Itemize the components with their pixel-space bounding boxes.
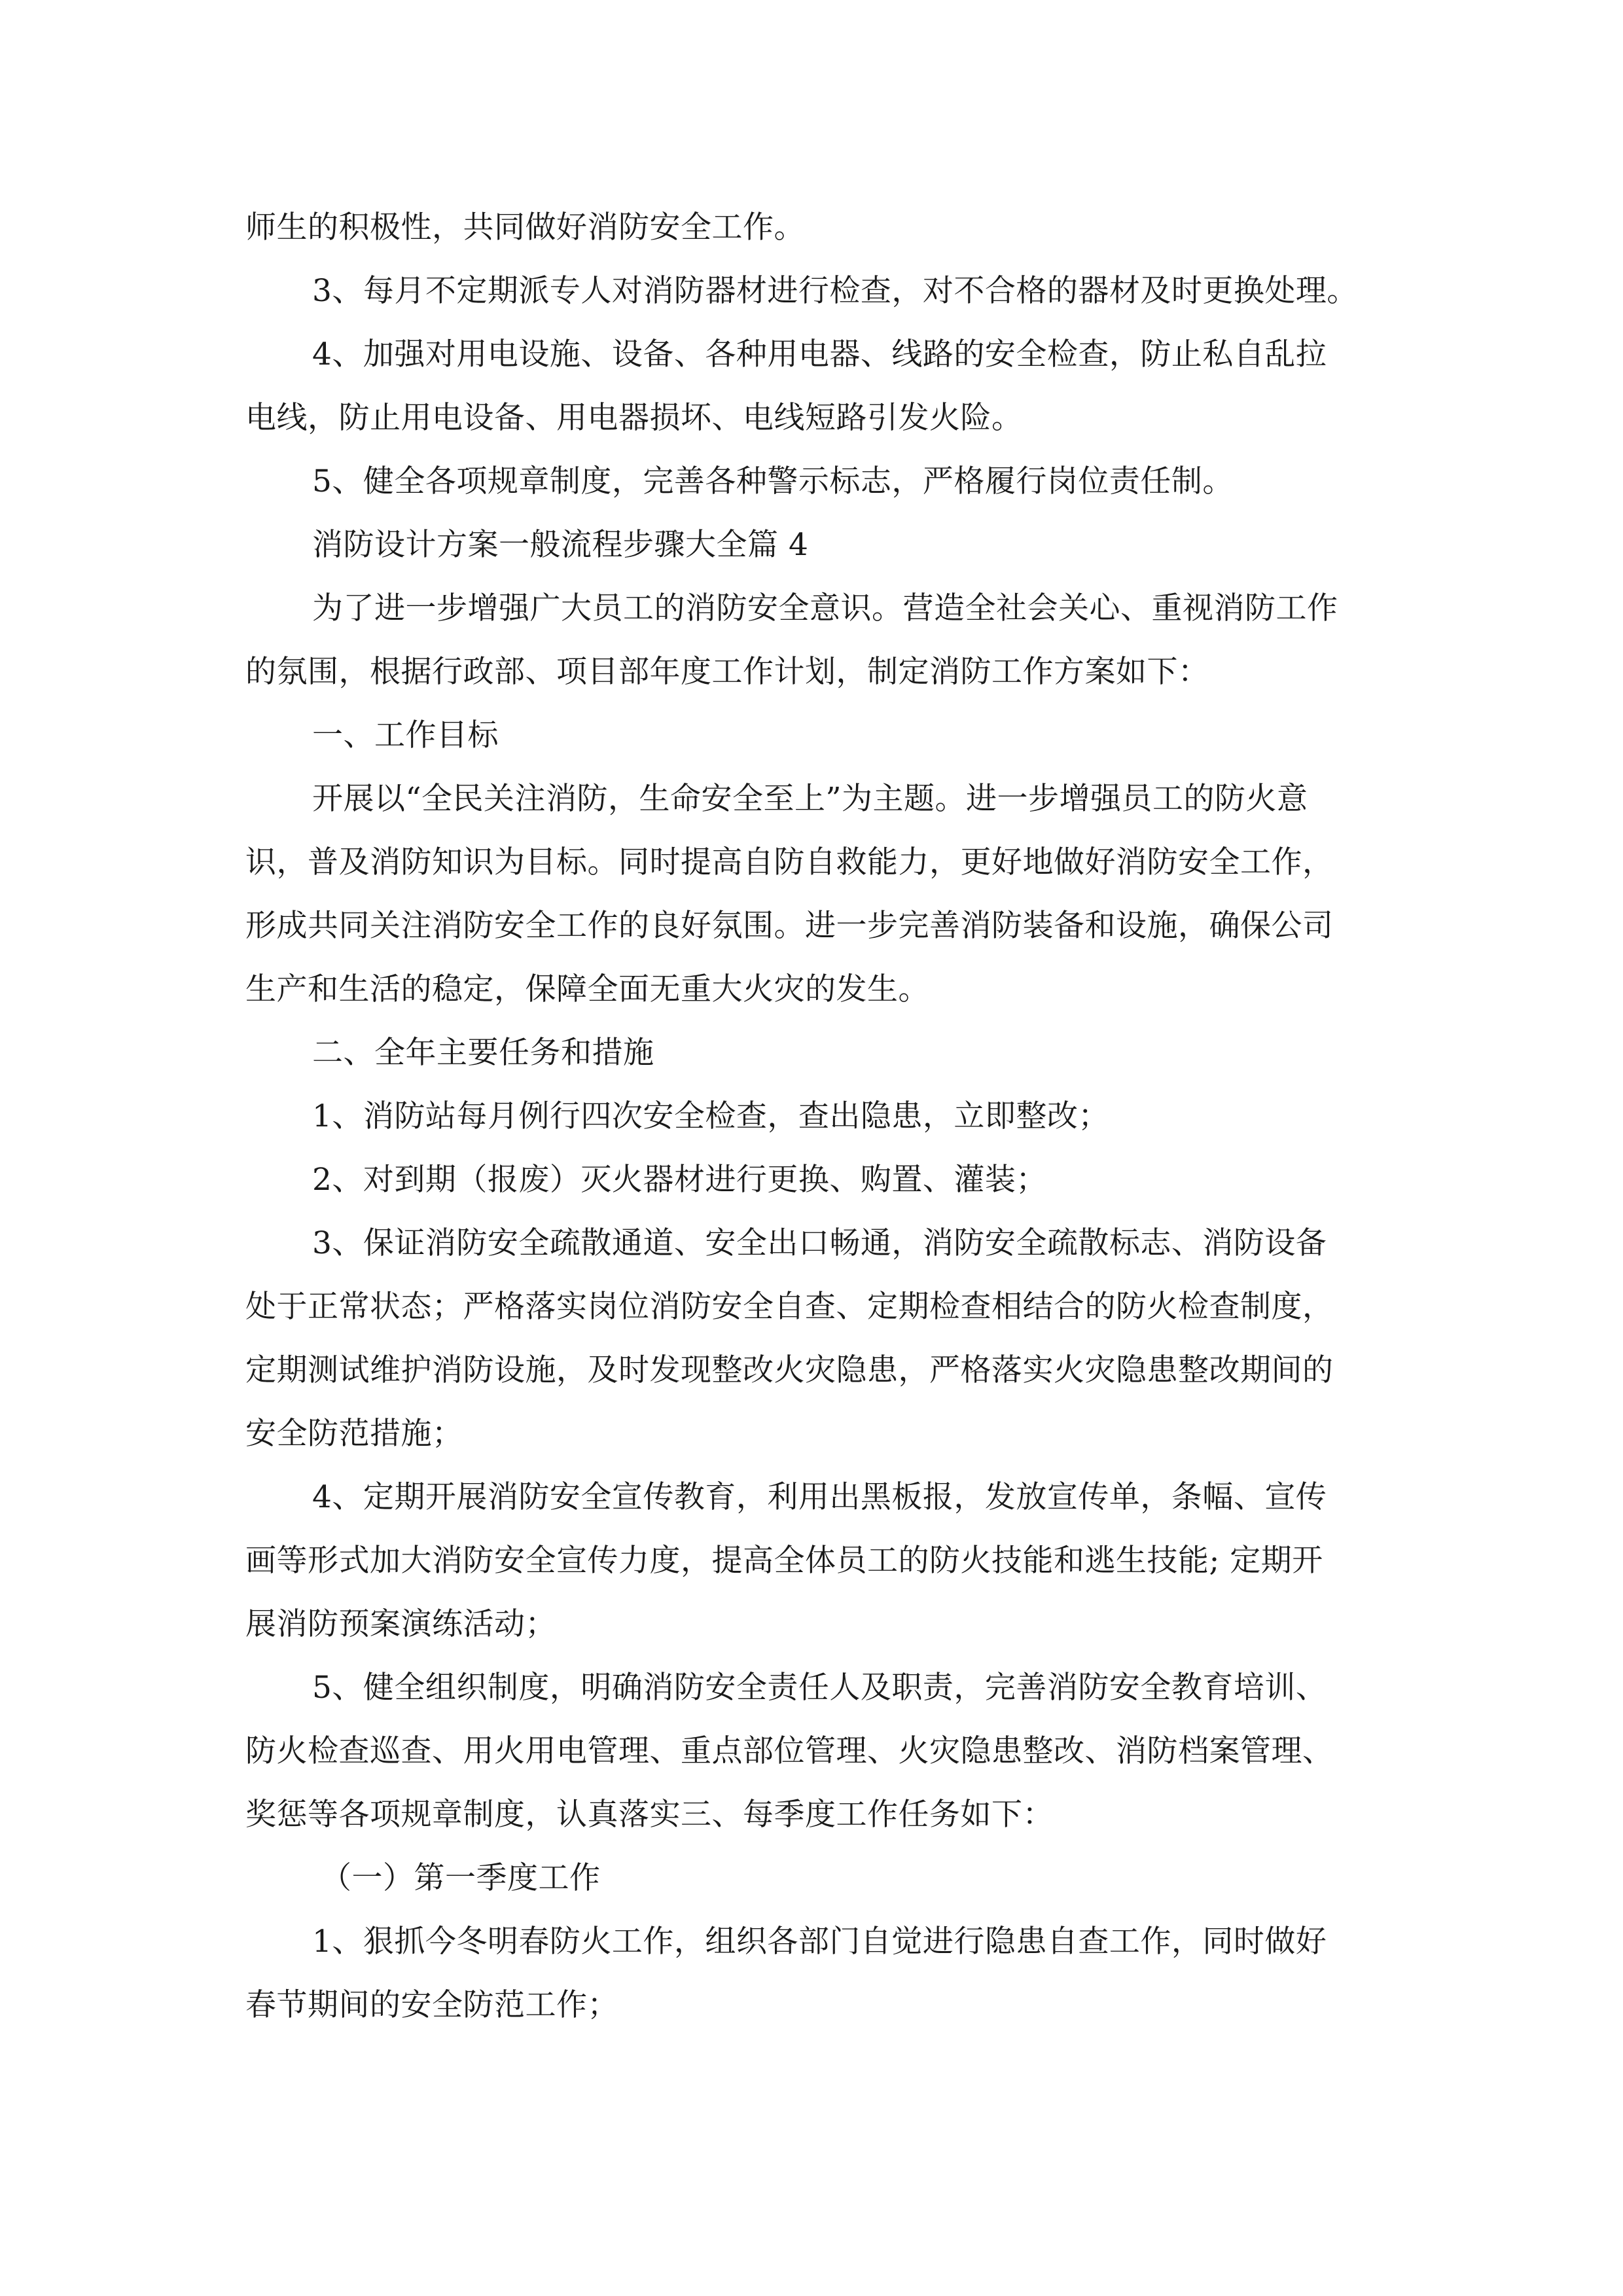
text-line: 安全防范措施； <box>245 1416 463 1452</box>
text-line: 5、健全各项规章制度，完善各种警示标志，严格履行岗位责任制。 <box>312 463 1234 499</box>
text-line: 为了进一步增强广大员工的消防安全意识。营造全社会关心、重视消防工作 <box>312 590 1338 626</box>
subsection-heading: （一）第一季度工作 <box>321 1860 601 1896</box>
text-line: 3、保证消防安全疏散通道、安全出口畅通，消防安全疏散标志、消防设备 <box>312 1225 1327 1261</box>
text-line: 形成共同关注消防安全工作的良好氛围。进一步完善消防装备和设施，确保公司 <box>245 908 1334 944</box>
section-heading: 消防设计方案一般流程步骤大全篇 4 <box>312 527 809 563</box>
text-line: 1、狠抓今冬明春防火工作，组织各部门自觉进行隐患自查工作，同时做好 <box>312 1924 1327 1960</box>
text-line: 画等形式加大消防安全宣传力度，提高全体员工的防火技能和逃生技能; 定期开 <box>245 1543 1323 1579</box>
text-line: 4、加强对用电设施、设备、各种用电器、线路的安全检查，防止私自乱拉 <box>312 336 1327 372</box>
text-line: 电线，防止用电设备、用电器损坏、电线短路引发火险。 <box>245 400 1023 436</box>
subsection-heading: 一、工作目标 <box>312 717 499 753</box>
text-line: 奖惩等各项规章制度，认真落实三、每季度工作任务如下： <box>245 1797 1054 1833</box>
subsection-heading: 二、全年主要任务和措施 <box>312 1035 654 1071</box>
text-line: 春节期间的安全防范工作； <box>245 1987 618 2023</box>
text-line: 定期测试维护消防设施，及时发现整改火灾隐患，严格落实火灾隐患整改期间的 <box>245 1352 1334 1388</box>
text-line: 5、健全组织制度，明确消防安全责任人及职责，完善消防安全教育培训、 <box>312 1670 1327 1706</box>
text-line: 防火检查巡查、用火用电管理、重点部位管理、火灾隐患整改、消防档案管理、 <box>245 1733 1334 1769</box>
text-line: 生产和生活的稳定，保障全面无重大火灾的发生。 <box>245 971 929 1007</box>
text-line: 师生的积极性，共同做好消防安全工作。 <box>245 209 805 245</box>
text-line: 3、每月不定期派专人对消防器材进行检查，对不合格的器材及时更换处理。 <box>312 273 1358 309</box>
text-line: 的氛围，根据行政部、项目部年度工作计划，制定消防工作方案如下： <box>245 654 1209 690</box>
text-line: 识，普及消防知识为目标。同时提高自防自救能力，更好地做好消防安全工作， <box>245 844 1334 880</box>
text-line: 2、对到期（报废）灭火器材进行更换、购置、灌装； <box>312 1162 1047 1198</box>
text-line: 展消防预案演练活动； <box>245 1606 556 1642</box>
text-line: 处于正常状态；严格落实岗位消防安全自查、定期检查相结合的防火检查制度， <box>245 1289 1334 1325</box>
text-line: 1、消防站每月例行四次安全检查，查出隐患，立即整改； <box>312 1098 1109 1134</box>
text-line: 4、定期开展消防安全宣传教育，利用出黑板报，发放宣传单，条幅、宣传 <box>312 1479 1327 1515</box>
text-line: 开展以“全民关注消防，生命安全至上”为主题。进一步增强员工的防火意 <box>312 781 1308 817</box>
